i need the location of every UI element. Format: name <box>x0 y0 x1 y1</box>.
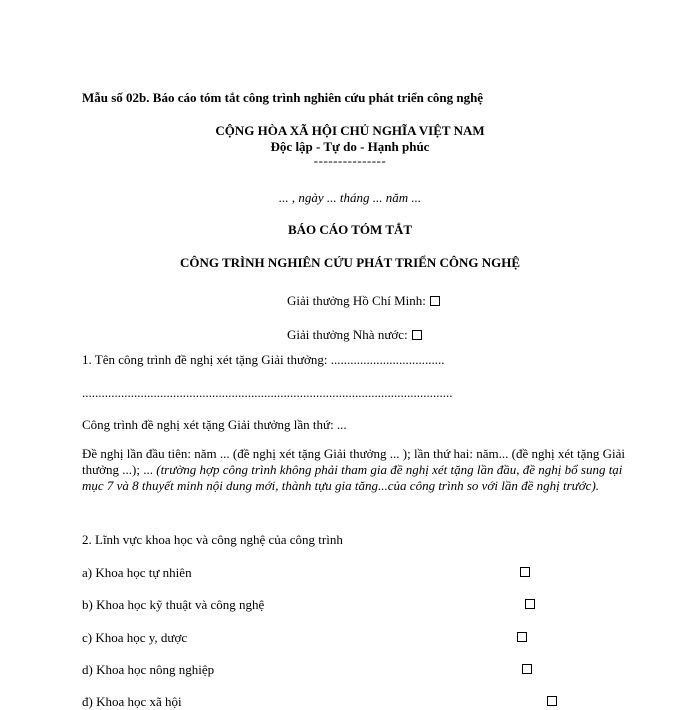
field-option-engineering-checkbox[interactable] <box>525 599 535 609</box>
nomination-count: Công trình đề nghị xét tặng Giải thưởng lần thứ: ... <box>82 417 347 432</box>
field-option-agriculture-checkbox[interactable] <box>522 664 532 674</box>
award-ho-chi-minh <box>287 293 440 309</box>
work-name-dots: .................................................................................................................. <box>82 385 453 400</box>
national-motto: Độc lập - Tự do - Hạnh phúc <box>270 139 430 154</box>
award-state-label: Giải thưởng Nhà nước: <box>287 327 408 342</box>
first-nomination-italic-note: (trường hợp công trình không phải tham gia đề nghị xét tặng lần đầu, đề nghị bổ sung tại mục 7 và 8 thuyết minh nội dung mới, thành tựu gia tăng...của công trình so với lần đề nghị trước). <box>82 462 623 493</box>
field-option-social-sciences: đ) Khoa học xã hội <box>82 694 182 709</box>
field-option-agriculture: d) Khoa học nông nghiệp <box>82 662 215 677</box>
country-name: CỘNG HÒA XÃ HỘI CHỦ NGHĨA VIỆT NAM <box>215 123 485 138</box>
form-id: Mẫu số 02b. Báo cáo tóm tắt công trình nghiên cứu phát triển công nghệ <box>82 90 484 105</box>
first-nomination-note <box>82 446 642 494</box>
work-name-label: 1. Tên công trình đề nghị xét tặng Giải thưởng: ................................... <box>82 352 445 367</box>
first-nomination-text: Đề nghị lần đầu tiên: năm ... (đề nghị xét tặng Giải thưởng ... ); lần thứ hai: năm... (đề nghị xét tặng Giải thưởng ...); ... <box>82 446 626 477</box>
award-ho-chi-minh-checkbox[interactable] <box>430 296 440 306</box>
field-option-engineering: b) Khoa học kỹ thuật và công nghệ <box>82 597 265 612</box>
award-state <box>287 327 422 343</box>
motto-divider: --------------- <box>313 153 387 168</box>
field-option-medical: c) Khoa học y, dược <box>82 630 188 645</box>
report-subtitle: CÔNG TRÌNH NGHIÊN CỨU PHÁT TRIỂN CÔNG NGHỆ <box>179 255 521 270</box>
award-state-checkbox[interactable] <box>412 330 422 340</box>
report-title: BÁO CÁO TÓM TẮT <box>287 222 413 237</box>
field-section-label: 2. Lĩnh vực khoa học và công nghệ của công trình <box>82 532 343 547</box>
field-option-social-sciences-checkbox[interactable] <box>547 696 557 706</box>
field-option-natural-sciences: a) Khoa học tự nhiên <box>82 565 192 580</box>
date-line: ... , ngày ... tháng ... năm ... <box>278 190 422 205</box>
field-option-natural-sciences-checkbox[interactable] <box>520 567 530 577</box>
award-ho-chi-minh-label: Giải thưởng Hồ Chí Minh: <box>287 293 426 308</box>
field-option-medical-checkbox[interactable] <box>517 632 527 642</box>
